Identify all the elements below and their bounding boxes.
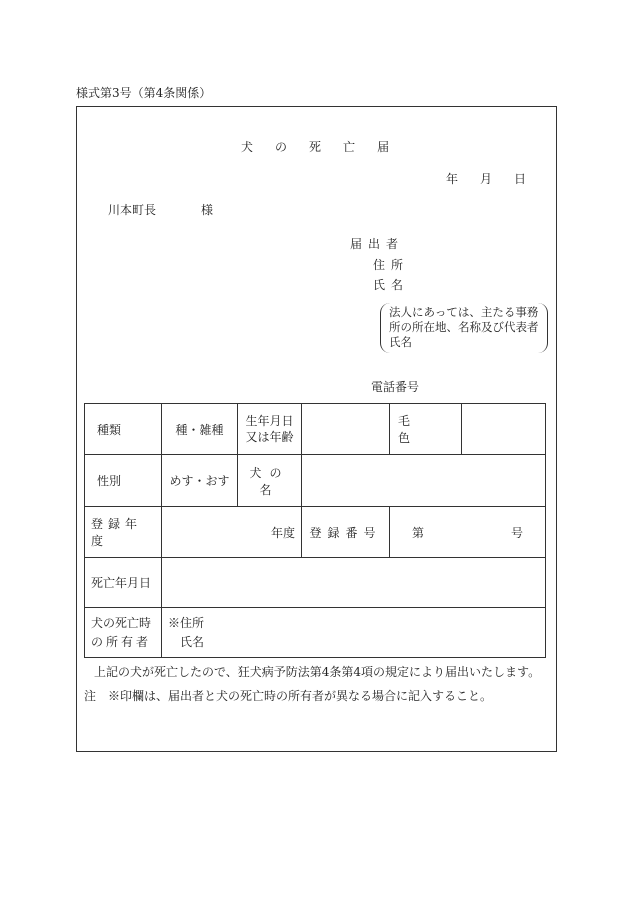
birth-label-line2: 又は年齢 <box>245 430 294 444</box>
reg-number-prefix: 第 <box>412 525 425 540</box>
death-date-value-cell[interactable] <box>162 558 546 608</box>
sex-label: 性別 <box>97 474 122 488</box>
corp-note-line: 氏名 <box>389 335 412 349</box>
sex-options-cell <box>162 455 238 507</box>
owner-address-label: ※住所 <box>168 615 205 630</box>
date-month: 月 <box>480 172 493 186</box>
document-title <box>241 138 389 155</box>
birth-label-line1: 生年月日 <box>245 414 294 428</box>
form-reference: 様式第3号（第4条関係） <box>76 86 212 100</box>
dog-name-label: 犬の名 <box>249 465 290 497</box>
death-date-label: 死亡年月日 <box>91 576 152 590</box>
dog-info-table <box>84 403 546 658</box>
dog-name-value-cell[interactable] <box>302 455 546 507</box>
sex-label-cell <box>85 455 162 507</box>
breed-label: 種類 <box>97 422 122 437</box>
reg-year-suffix: 年度 <box>270 525 295 540</box>
corporation-note <box>380 303 548 353</box>
title-char: 亡 <box>343 140 356 154</box>
reg-number-value-cell[interactable] <box>390 507 546 558</box>
footnote: 注 ※印欄は、届出者と犬の死亡時の所有者が異なる場合に記入すること。 <box>84 689 493 703</box>
notifier-address-label: 住所 <box>373 258 410 272</box>
reg-number-label: 登録番号 <box>309 525 382 540</box>
breed-options: 種・雑種 <box>175 422 224 437</box>
title-char: 死 <box>309 140 322 154</box>
reg-year-label-cell <box>85 507 162 558</box>
breed-label-cell <box>85 404 162 455</box>
color-value-cell[interactable] <box>462 404 546 455</box>
breed-options-cell <box>162 404 238 455</box>
reg-year-value-cell[interactable] <box>162 507 302 558</box>
dog-name-label-cell <box>238 455 302 507</box>
addressee-honorific: 様 <box>201 203 214 217</box>
addressee: 川本町長 <box>108 203 157 217</box>
reg-year-label: 登録年度 <box>91 517 143 548</box>
reg-number-suffix: 号 <box>510 525 523 540</box>
reg-number-label-cell <box>302 507 390 558</box>
owner-name-label: 氏名 <box>180 634 205 649</box>
birth-value-cell[interactable] <box>302 404 390 455</box>
color-label: 毛色 <box>398 414 449 445</box>
sex-options: めす・おす <box>169 474 230 488</box>
color-label-cell <box>390 404 462 455</box>
phone-label: 電話番号 <box>371 380 420 394</box>
statement: 上記の犬が死亡したので、狂犬病予防法第4条第4項の規定により届出いたします。 <box>94 665 541 679</box>
title-char: 届 <box>377 140 390 154</box>
corp-note-line: 法人にあっては、主たる事務 <box>389 305 539 319</box>
date-day: 日 <box>514 172 527 186</box>
title-char: の <box>275 140 288 154</box>
death-date-label-cell <box>85 558 162 608</box>
title-char: 犬 <box>241 140 254 154</box>
birth-label-cell <box>238 404 302 455</box>
owner-label-cell <box>85 608 162 658</box>
owner-value-cell[interactable] <box>162 608 546 658</box>
date-line <box>446 170 526 187</box>
corp-note-line: 所の所在地、名称及び代表者 <box>389 320 539 334</box>
date-year: 年 <box>446 172 459 186</box>
notifier-name-label: 氏名 <box>373 278 410 292</box>
owner-label-line2: の所有者 <box>91 634 152 649</box>
notifier-label: 届出者 <box>350 237 405 251</box>
owner-label-line1: 犬の死亡時 <box>91 615 152 630</box>
